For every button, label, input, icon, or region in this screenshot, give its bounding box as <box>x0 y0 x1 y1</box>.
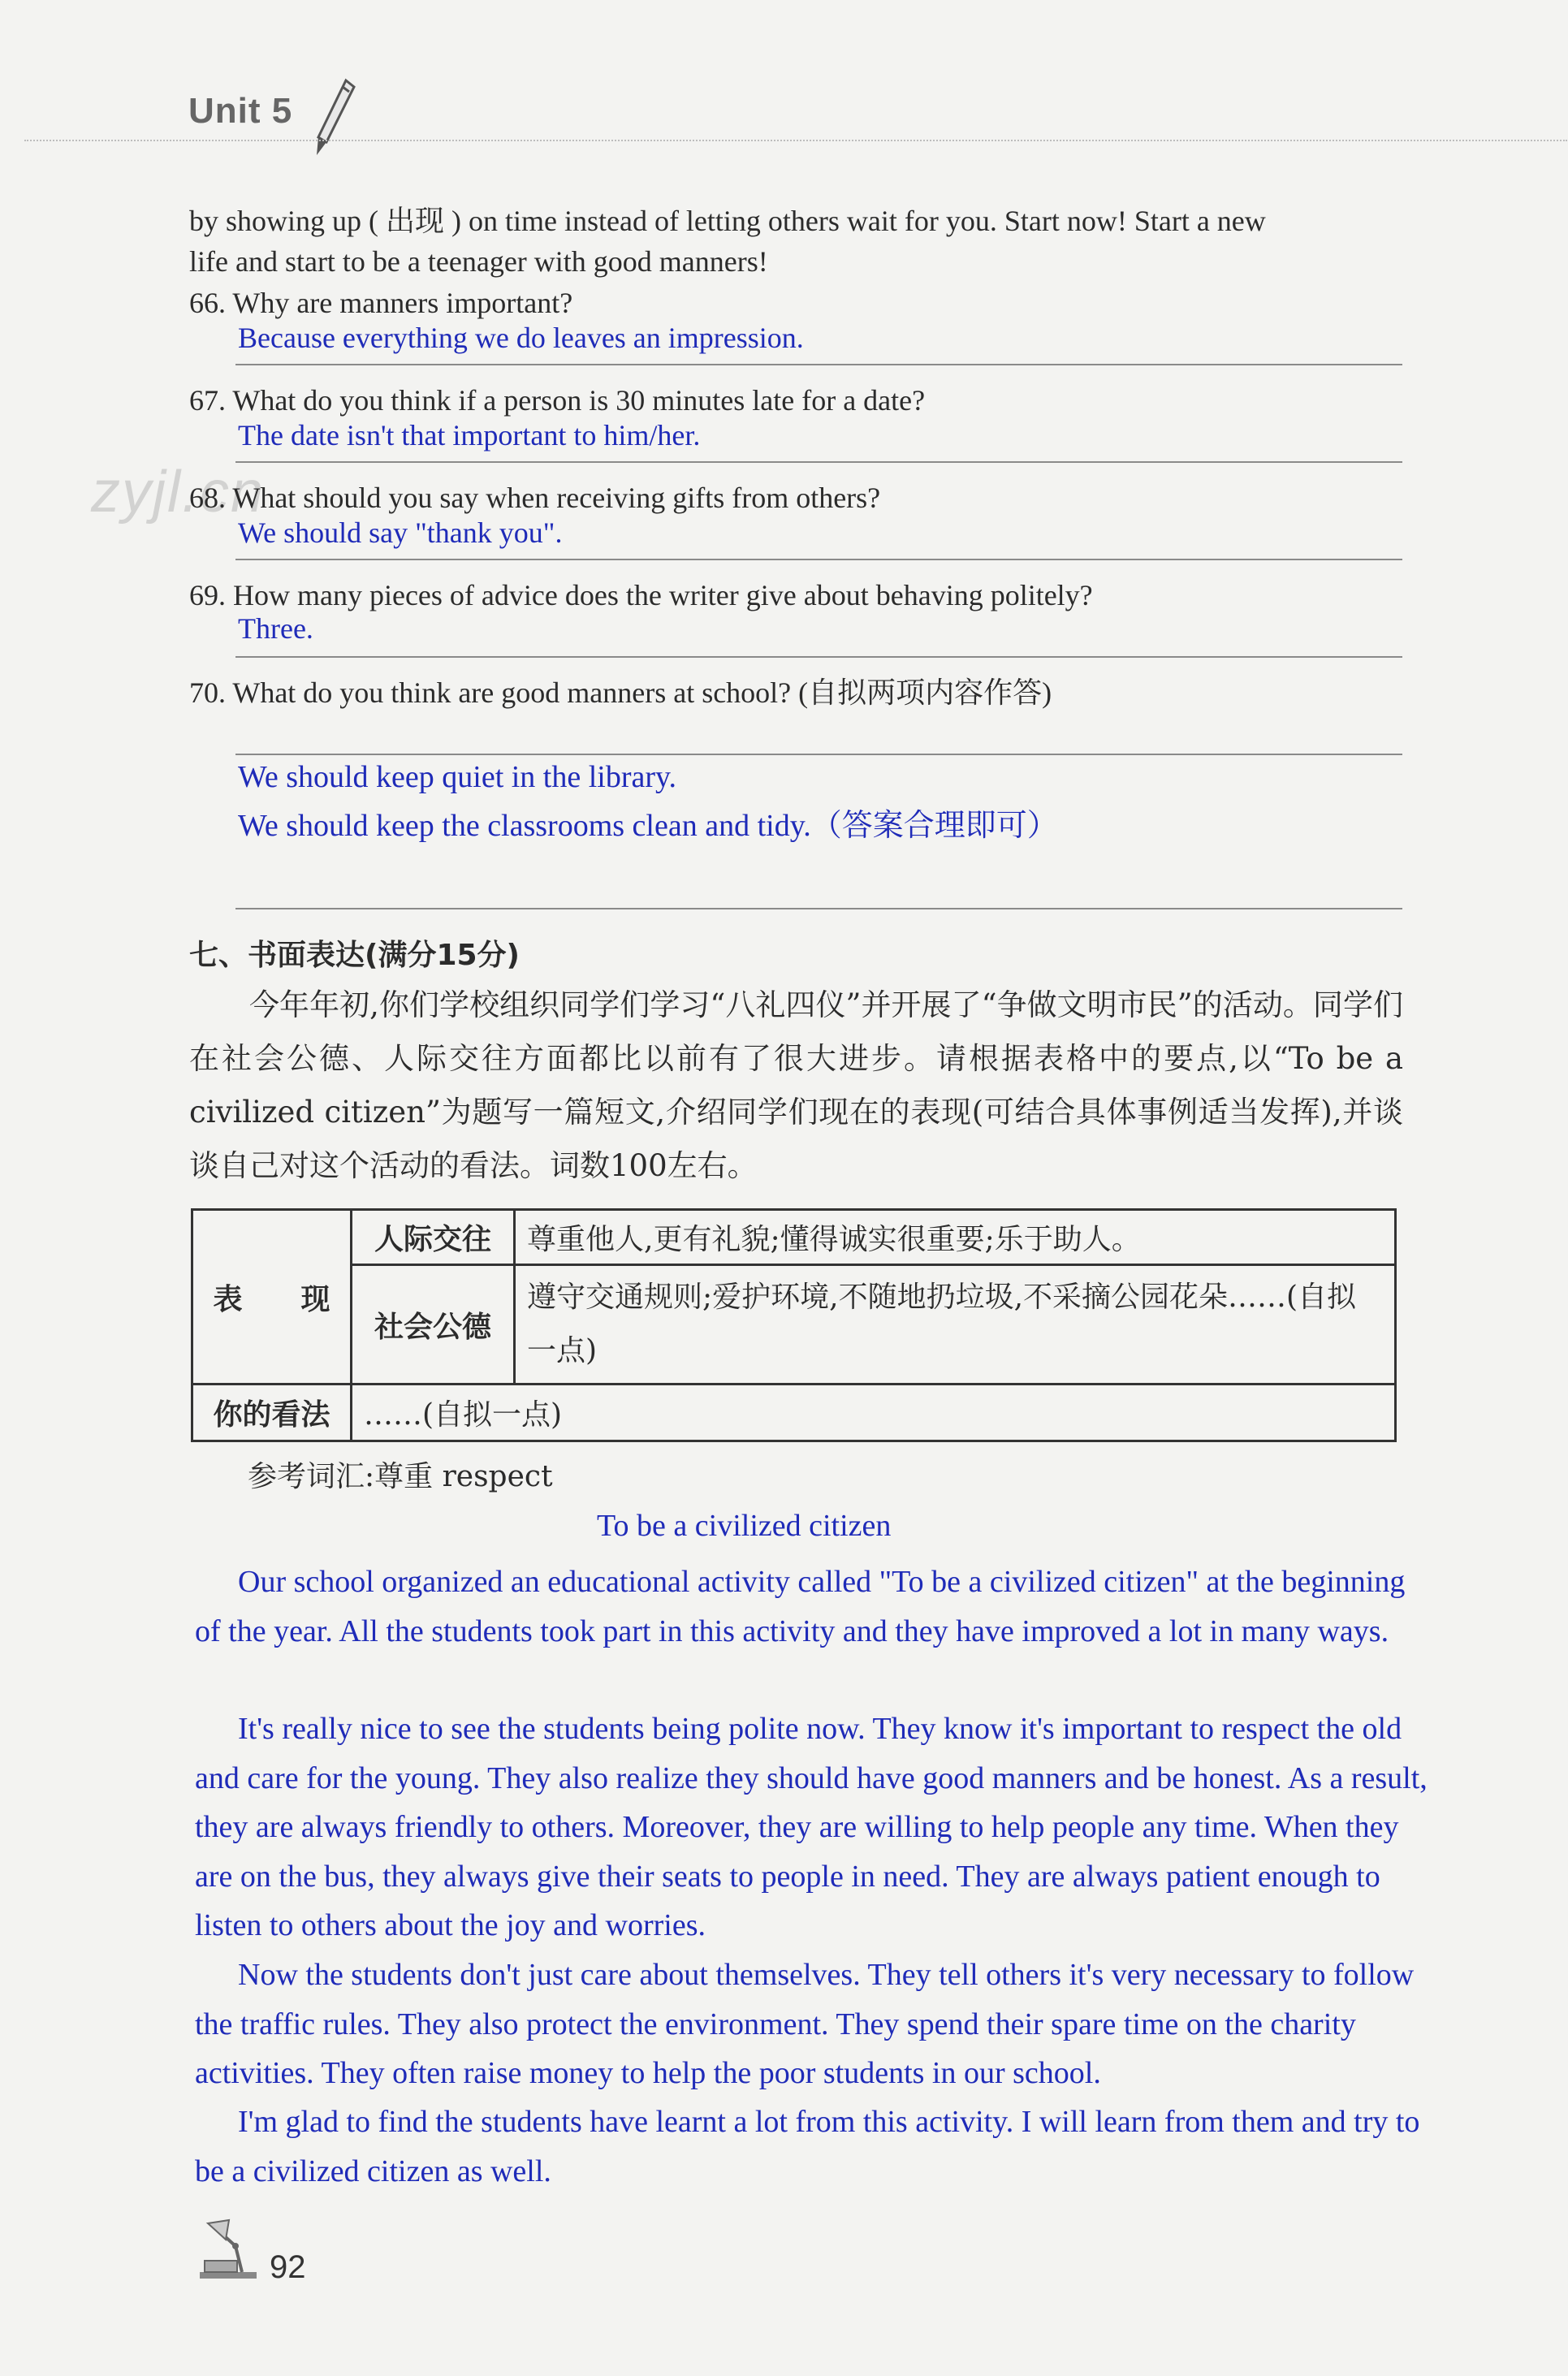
question-70: 70. What do you think are good manners at school? (自拟两项内容作答) <box>189 676 1052 709</box>
question-67: 67. What do you think if a person is 30 minutes late for a date? <box>189 384 926 417</box>
answer-70-line-1: We should keep quiet in the library. <box>238 760 677 794</box>
key-points-table <box>191 1208 1397 1442</box>
answer-line-69 <box>235 656 1402 658</box>
social-ethics-label: 社会公德 <box>352 1265 515 1385</box>
essay-paragraph-2: It's really nice to see the students being polite now. They know it's important to respect the old and care for the young. They also realize they should have good manners and be honest. As a result, they are always friendly to others. Moreover, they are willing to help people any time. When they are on the bus, they always give their seats to people in need. They are always patient enough to listen to others about the joy and worries. <box>195 1712 1428 1942</box>
performance-label: 表 现 <box>192 1210 352 1385</box>
essay-paragraph-4: I'm glad to find the students have learnt a lot from this activity. I will learn from them and try to be a civilized citizen as well. <box>195 2105 1420 2188</box>
question-66: 66. Why are manners important? <box>189 287 573 319</box>
question-69: 69. How many pieces of advice does the writer give about behaving politely? <box>189 579 1093 611</box>
writing-instructions: 今年年初,你们学校组织同学们学习“八礼四仪”并开展了“争做文明市民”的活动。同学们在社会公德、人际交往方面都比以前有了很大进步。请根据表格中的要点,以“To be a civilized citizen”为题写一篇短文,介绍同学们现在的表现(可结合具体事例适当发挥),并谈谈自己对这个活动的看法。词数100左右。 <box>189 987 1403 1183</box>
section-title: 七、书面表达(满分15分) <box>189 939 521 972</box>
essay-paragraph-1: Our school organized an educational activity called "To be a civilized citizen" at the beginning of the year. All the students took part in this activity and they have improved a lot in many ways. <box>195 1565 1406 1648</box>
unit-label: Unit 5 <box>188 91 293 131</box>
page-number: 92 <box>270 2249 306 2285</box>
answer-line-68 <box>235 559 1402 560</box>
question-68: 68. What should you say when receiving gifts from others? <box>189 482 881 514</box>
watermark: zyjl.cn <box>91 460 266 525</box>
answer-line-66 <box>235 364 1402 365</box>
opinion-label: 你的看法 <box>192 1385 352 1441</box>
answer-67: The date isn't that important to him/her. <box>238 419 701 451</box>
answer-66: Because everything we do leaves an impression. <box>238 322 804 354</box>
social-ethics-content: 遵守交通规则;爱护环境,不随地扔垃圾,不采摘公园花朵……(自拟一点) <box>515 1265 1396 1385</box>
intro-line-1: by showing up ( 出现 ) on time instead of letting others wait for you. Start now! Start a new <box>189 205 1266 237</box>
answer-line-70b <box>235 908 1402 909</box>
intro-line-2: life and start to be a teenager with good manners! <box>189 245 768 278</box>
opinion-content: ……(自拟一点) <box>352 1385 1396 1441</box>
essay-paragraph-3: Now the students don't just care about themselves. They tell others it's very necessary to follow the traffic rules. They also protect the environment. They spend their spare time on the charity activities. They often raise money to help the poor students in our school. <box>195 1958 1415 2090</box>
pen-icon <box>310 77 357 158</box>
header-divider <box>24 140 1567 141</box>
essay-title: To be a civilized citizen <box>597 1509 892 1543</box>
interpersonal-label: 人际交往 <box>352 1210 515 1265</box>
answer-70-line-2: We should keep the classrooms clean and tidy.（答案合理即可） <box>238 809 1058 843</box>
reference-vocabulary: 参考词汇:尊重 respect <box>248 1460 553 1493</box>
answer-line-70a <box>235 754 1402 755</box>
answer-69: Three. <box>238 612 313 645</box>
answer-68: We should say "thank you". <box>238 516 563 549</box>
desk-lamp-icon <box>193 2217 266 2282</box>
answer-line-67 <box>235 461 1402 463</box>
interpersonal-content: 尊重他人,更有礼貌;懂得诚实很重要;乐于助人。 <box>515 1210 1396 1265</box>
